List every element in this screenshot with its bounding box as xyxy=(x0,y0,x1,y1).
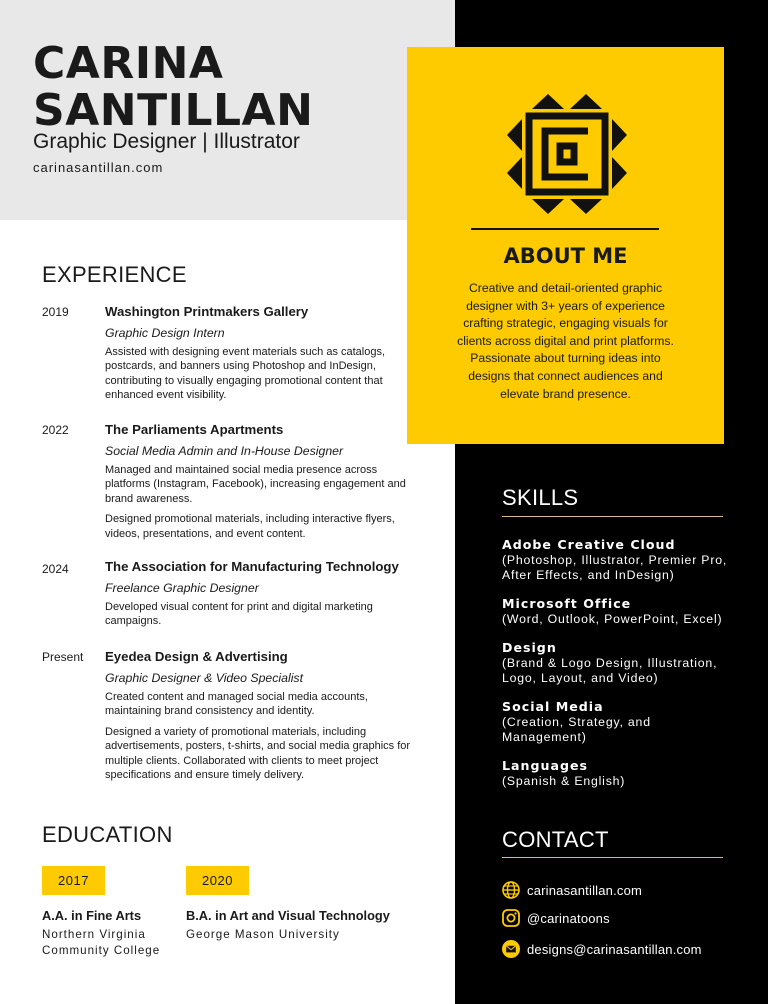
contact-website-row[interactable] xyxy=(502,880,642,900)
experience-year: 2019 xyxy=(42,305,69,319)
experience-company: The Association for Manufacturing Technology xyxy=(105,559,399,574)
experience-item xyxy=(105,558,435,629)
experience-description: Managed and maintained social media presence across platforms (Instagram, Facebook), increasing engagement and brand awareness. xyxy=(105,464,406,505)
skills-heading: SKILLS xyxy=(502,485,579,510)
contact-instagram-row[interactable] xyxy=(502,908,610,928)
instagram-icon xyxy=(502,909,520,927)
skill-name: Adobe Creative Cloud xyxy=(502,537,676,552)
education-school-line: George Mason University xyxy=(186,928,340,941)
contact-email-row[interactable] xyxy=(502,939,702,959)
skill-name: Design xyxy=(502,640,557,655)
experience-description: Assisted with designing event materials such as catalogs, postcards, and banners using Photoshop and InDesign, contributing to visually engaging promotional content that enhanced event visibility. xyxy=(105,346,386,402)
contact-heading: CONTACT xyxy=(502,827,609,852)
experience-item xyxy=(105,648,425,782)
education-school-line: Northern Virginia xyxy=(42,928,146,941)
education-school xyxy=(42,927,160,959)
job-title: Graphic Designer | Illustrator xyxy=(33,130,300,153)
experience-item xyxy=(105,303,425,403)
globe-icon xyxy=(502,881,520,899)
skill-item xyxy=(502,758,742,789)
education-year-badge: 2017 xyxy=(42,866,105,895)
experience-role: Freelance Graphic Designer xyxy=(105,581,259,595)
contact-divider xyxy=(502,857,723,858)
experience-description: Created content and managed social media accounts, maintaining brand consistency and identity. xyxy=(105,691,368,718)
header-website-link[interactable]: carinasantillan.com xyxy=(33,160,164,175)
skill-detail: (Brand & Logo Design, Illustration, Logo, Layout, and Video) xyxy=(502,656,718,685)
education-degree: A.A. in Fine Arts xyxy=(42,908,142,923)
skill-name: Microsoft Office xyxy=(502,596,632,611)
experience-description: Developed visual content for print and digital marketing campaigns. xyxy=(105,601,373,628)
experience-role: Graphic Design Intern xyxy=(105,326,225,340)
skill-item xyxy=(502,537,742,583)
experience-year: 2024 xyxy=(42,562,69,576)
contact-website-link[interactable]: carinasantillan.com xyxy=(527,882,643,898)
skill-detail: (Spanish & English) xyxy=(502,774,626,788)
experience-company: Eyedea Design & Advertising xyxy=(105,649,288,664)
contact-email-link[interactable]: designs@carinasantillan.com xyxy=(527,941,702,957)
skills-divider xyxy=(502,516,723,517)
skill-item xyxy=(502,640,742,686)
experience-heading: EXPERIENCE xyxy=(42,262,187,287)
skill-detail: (Creation, Strategy, and Management) xyxy=(502,715,651,744)
education-school xyxy=(186,927,340,943)
skill-detail: (Word, Outlook, PowerPoint, Excel) xyxy=(502,612,723,626)
experience-company: Washington Printmakers Gallery xyxy=(105,304,309,319)
experience-role: Graphic Designer & Video Specialist xyxy=(105,671,303,685)
email-icon xyxy=(502,940,520,958)
experience-description: Designed a variety of promotional materials, including advertisements, posters, t-shirts, and social media graphics for multiple clients. Collaborated with clients to meet project specifications and ensure timely delivery. xyxy=(105,725,411,782)
education-year-badge: 2020 xyxy=(186,866,249,895)
about-heading: ABOUT ME xyxy=(503,244,628,268)
experience-year: 2022 xyxy=(42,423,69,437)
skill-detail: (Photoshop, Illustrator, Premier Pro, After Effects, and InDesign) xyxy=(502,553,728,582)
education-heading: EDUCATION xyxy=(42,822,173,847)
about-text: Creative and detail-oriented graphic designer with 3+ years of experience crafting strategic, engaging visuals for clients across digital and print platforms. Passionate about turning ideas into designs that connect audiences and elevate brand presence. xyxy=(457,281,674,401)
skill-item xyxy=(502,699,682,745)
experience-company: The Parliaments Apartments xyxy=(105,422,284,437)
brand-logo-icon xyxy=(504,91,630,217)
experience-description: Designed promotional materials, including interactive flyers, videos, presentations, and event content. xyxy=(105,513,395,540)
candidate-name xyxy=(33,40,313,134)
name-line-last: SANTILLAN xyxy=(33,85,314,136)
contact-instagram-link[interactable]: @carinatoons xyxy=(527,910,610,926)
name-line-first: CARINA xyxy=(33,38,224,89)
experience-year: Present xyxy=(42,650,84,664)
about-me-box xyxy=(407,47,724,444)
skill-name: Social Media xyxy=(502,699,604,714)
skill-name: Languages xyxy=(502,758,589,773)
experience-role: Social Media Admin and In-House Designer xyxy=(105,444,344,458)
experience-item xyxy=(105,421,425,541)
education-school-line: Community College xyxy=(42,944,161,957)
skill-item xyxy=(502,596,742,627)
education-degree: B.A. in Art and Visual Technology xyxy=(186,908,390,923)
about-divider xyxy=(471,228,659,230)
